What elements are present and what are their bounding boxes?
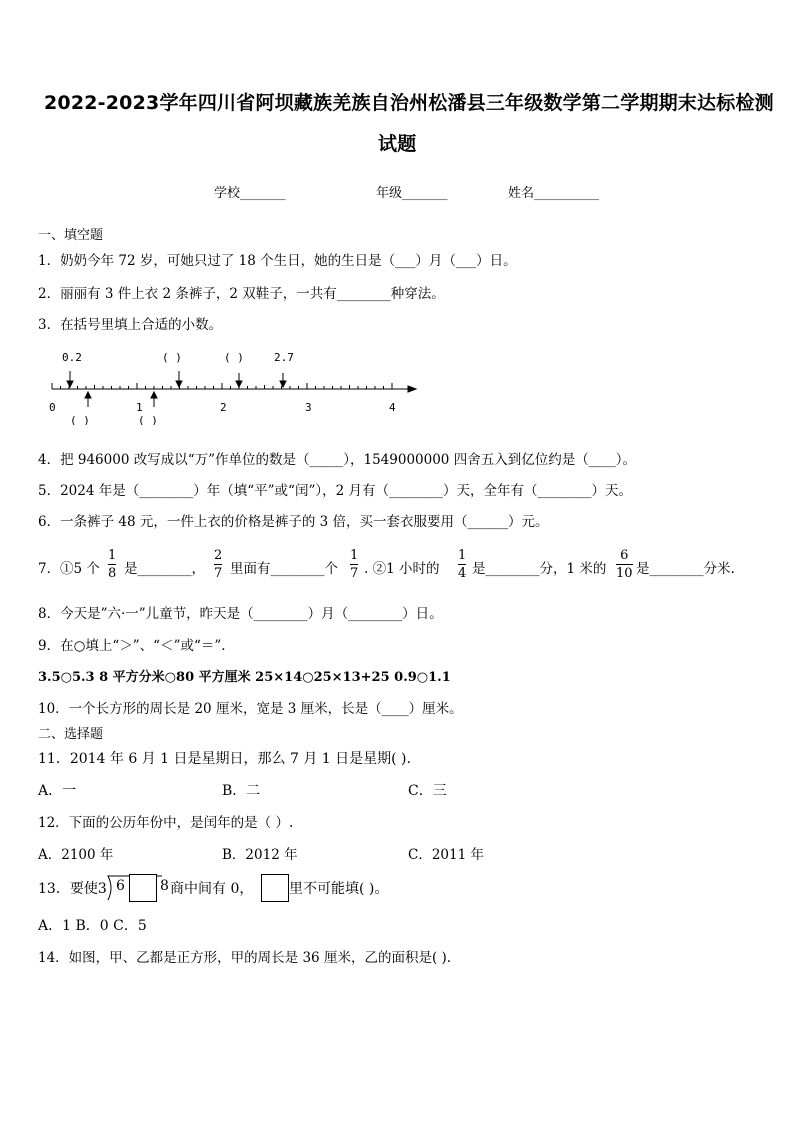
question-7-part1: ①5 个 [60, 561, 100, 577]
question-13-middle: 商中间有 0， [170, 881, 254, 897]
numberline-blank-top-2: ( ) [224, 351, 244, 364]
exam-title-line2: 试题 [378, 133, 417, 155]
numberline-tick-label-4: 4 [389, 401, 396, 414]
numberline-blank-bottom-1: ( ) [70, 414, 90, 425]
fraction-denominator: 10 [616, 566, 633, 581]
numberline-label-0.2: 0.2 [62, 351, 82, 364]
question-1: 1．奶奶今年 72 岁，可她只过了 18 个生日，她的生日是（___）月（___）日。 [38, 253, 517, 269]
dividend-digit-6: 6 [116, 878, 125, 894]
fraction-1-4 [458, 548, 466, 581]
question-11: 11．2014 年 6 月 1 日是星期日，那么 7 月 1 日是星期( ). [38, 751, 411, 767]
question-7-part2: 是________， [124, 561, 205, 577]
question-10: 10．一个长方形的周长是 20 厘米，宽是 3 厘米，长是（____）厘米。 [38, 701, 463, 717]
question-12: 12．下面的公历年份中，是闰年的是（ ）. [38, 815, 294, 831]
dividend-digit-8: 8 [160, 878, 169, 894]
question-13-options: A．1 B．0 C．5 [38, 918, 147, 934]
question-7-number: 7． [38, 561, 61, 577]
fraction-numerator: 6 [620, 548, 629, 563]
question-7-part5: 是________分，1 米的 [472, 561, 607, 577]
numberline-tick-label-3: 3 [305, 401, 312, 414]
question-4: 4．把 946000 改写成以“万”作单位的数是（_____），1549000000 四舍五入到亿位约是（____）。 [38, 452, 636, 468]
question-13-tail: 里不可能填( )。 [289, 881, 389, 897]
fraction-numerator: 1 [108, 548, 117, 563]
school-field: 学校_______ [214, 186, 286, 201]
name-field: 姓名__________ [508, 186, 600, 201]
grade-field: 年级_______ [376, 186, 448, 201]
question-12-option-c: C．2011 年 [408, 847, 484, 863]
question-12-option-a: A．2100 年 [38, 847, 114, 863]
fraction-numerator: 1 [350, 548, 359, 563]
exam-title-line1: 2022-2023学年四川省阿坝藏族羌族自治州松潘县三年级数学第二学期期末达标检测 [44, 92, 774, 114]
fraction-numerator: 1 [458, 548, 467, 563]
blank-digit-box [129, 874, 157, 902]
question-7-part4: . ②1 小时的 [364, 561, 440, 577]
question-9-items: 3.5○5.3 8 平方分米○80 平方厘米 25×14○25×13+25 0.9○1.1 [38, 670, 451, 685]
numberline-blank-top-1: ( ) [162, 351, 182, 364]
question-9: 9．在○填上“＞”、“＜”或“＝”. [38, 638, 226, 654]
numberline-label-2.7: 2.7 [274, 351, 294, 364]
question-14: 14．如图，甲、乙都是正方形，甲的周长是 36 厘米，乙的面积是( ). [38, 950, 452, 966]
question-13-lead: 13．要使3 [38, 881, 107, 897]
question-2: 2．丽丽有 3 件上衣 2 条裤子，2 双鞋子，一共有________种穿法。 [38, 286, 445, 302]
numberline-blank-bottom-2: ( ) [138, 414, 158, 425]
fraction-denominator: 7 [350, 566, 359, 581]
fraction-1-8 [108, 548, 116, 581]
fraction-denominator: 8 [108, 566, 117, 581]
numberline-tick-label-1: 1 [136, 401, 143, 414]
fraction-2-7 [214, 548, 222, 581]
fraction-numerator: 2 [214, 548, 223, 563]
fraction-denominator: 4 [458, 566, 467, 581]
number-line-figure [40, 345, 440, 425]
section-fill-blank: 一、填空题 [38, 228, 104, 243]
question-11-option-b: B．二 [222, 783, 261, 799]
question-11-option-c: C．三 [408, 783, 447, 799]
question-7-part3: 里面有________个 [230, 561, 338, 577]
question-11-option-a: A．一 [38, 783, 77, 799]
numberline-tick-label-2: 2 [220, 401, 227, 414]
numberline-tick-label-0: 0 [49, 401, 56, 414]
question-8: 8．今天是”六·一”儿童节，昨天是（________）月（________）日。 [38, 606, 443, 622]
blank-answer-box [261, 874, 289, 902]
fraction-denominator: 7 [214, 566, 223, 581]
fraction-1-7 [350, 548, 358, 581]
section-choice: 二、选择题 [38, 727, 104, 742]
question-6: 6．一条裤子 48 元，一件上衣的价格是裤子的 3 倍，买一套衣服要用（______）元。 [38, 514, 549, 530]
fraction-6-10 [616, 548, 633, 581]
question-5: 5．2024 年是（________）年（填“平”或“闰”），2 月有（________）天，全年有（________）天。 [38, 483, 632, 499]
question-3: 3．在括号里填上合适的小数。 [38, 317, 223, 333]
question-7-part6: 是________分米. [636, 561, 735, 577]
question-12-option-b: B．2012 年 [222, 847, 298, 863]
